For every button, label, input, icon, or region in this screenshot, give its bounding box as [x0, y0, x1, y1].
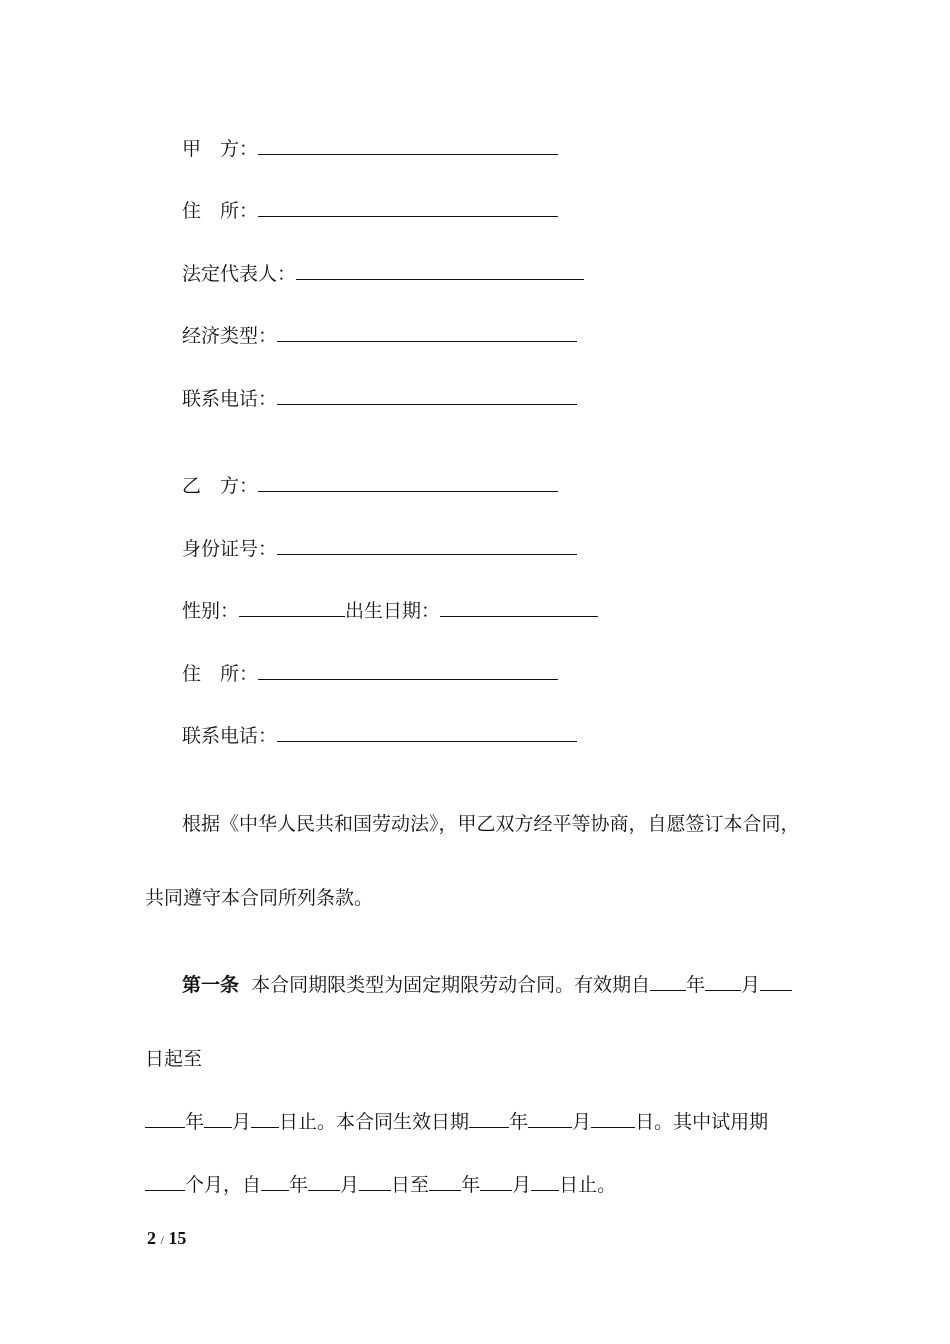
probation-text: 其中试用期 — [673, 1111, 769, 1133]
party-b-gender-label: 性别： — [182, 600, 240, 622]
party-a-legal-rep-label: 法定代表人： — [182, 263, 297, 285]
effective-date-text: 本合同生效日期 — [336, 1111, 470, 1133]
party-a-phone-label: 联系电话： — [182, 388, 278, 410]
party-b-name-label: 乙 方： — [182, 475, 259, 497]
party-a-legal-rep-line — [182, 261, 584, 287]
year-text: 年 — [686, 974, 706, 996]
party-a-econ-type-label: 经济类型： — [182, 325, 278, 347]
party-b-id-blank[interactable] — [277, 536, 577, 555]
party-a-econ-type-line — [182, 323, 577, 349]
article-1-text: 本合同期限类型为固定期限劳动合同。有效期自 — [251, 974, 651, 996]
day-from-text: 日起至 — [145, 1048, 203, 1070]
article-1-line-1 — [182, 972, 792, 998]
party-b-name-line — [182, 473, 558, 499]
day-end-text: 日止。 — [559, 1174, 617, 1196]
party-b-address-line — [182, 661, 558, 687]
party-b-birth-blank[interactable] — [440, 598, 598, 617]
year-text: 年 — [509, 1111, 529, 1133]
party-a-name-label: 甲 方： — [182, 138, 259, 160]
probation-end-day-blank[interactable] — [531, 1172, 559, 1191]
article-1-line-4 — [145, 1172, 616, 1198]
party-a-address-line — [182, 198, 558, 224]
month-text: 月 — [512, 1174, 532, 1196]
year-text: 年 — [461, 1174, 481, 1196]
page-separator: / — [160, 1233, 164, 1247]
party-b-phone-line — [182, 723, 577, 749]
party-a-name-line — [182, 136, 558, 162]
article-1-line-3 — [145, 1109, 768, 1135]
start-day-blank[interactable] — [760, 972, 792, 991]
month-text: 月 — [340, 1174, 360, 1196]
probation-end-year-blank[interactable] — [429, 1172, 461, 1191]
party-b-address-label: 住 所： — [182, 663, 259, 685]
party-a-econ-type-blank[interactable] — [277, 323, 577, 342]
probation-start-year-blank[interactable] — [261, 1172, 289, 1191]
party-a-phone-blank[interactable] — [277, 386, 577, 405]
effective-month-blank[interactable] — [528, 1109, 572, 1128]
party-b-phone-label: 联系电话： — [182, 725, 278, 747]
year-text: 年 — [185, 1111, 205, 1133]
day-text: 日。 — [635, 1111, 674, 1133]
party-a-name-blank[interactable] — [258, 136, 558, 155]
party-b-id-line — [182, 536, 577, 562]
party-b-gender-birth-line — [182, 598, 598, 624]
month-text: 月 — [572, 1111, 592, 1133]
party-a-legal-rep-blank[interactable] — [296, 261, 584, 280]
probation-start-month-blank[interactable] — [308, 1172, 340, 1191]
party-a-phone-line — [182, 386, 577, 412]
end-year-blank[interactable] — [145, 1109, 185, 1128]
effective-day-blank[interactable] — [591, 1109, 635, 1128]
effective-year-blank[interactable] — [469, 1109, 509, 1128]
day-to-text: 日至 — [391, 1174, 430, 1196]
intro-line-1: 根据《中华人民共和国劳动法》，甲乙双方经平等协商，自愿签订本合同， — [182, 813, 800, 835]
probation-start-day-blank[interactable] — [359, 1172, 391, 1191]
total-pages: 15 — [168, 1228, 187, 1248]
party-b-address-blank[interactable] — [258, 661, 558, 680]
probation-end-month-blank[interactable] — [480, 1172, 512, 1191]
current-page: 2 — [147, 1228, 156, 1248]
end-month-blank[interactable] — [204, 1109, 232, 1128]
start-month-blank[interactable] — [705, 972, 741, 991]
months-from-text: 个月，自 — [185, 1174, 262, 1196]
intro-line-2: 共同遵守本合同所列条款。 — [145, 887, 374, 909]
end-day-blank[interactable] — [251, 1109, 279, 1128]
party-b-name-blank[interactable] — [258, 473, 558, 492]
start-year-blank[interactable] — [650, 972, 686, 991]
article-1-line-2 — [145, 1046, 202, 1072]
page-number — [147, 1226, 186, 1252]
year-text: 年 — [289, 1174, 309, 1196]
article-1-heading: 第一条 — [182, 974, 240, 996]
party-b-phone-blank[interactable] — [277, 723, 577, 742]
probation-months-blank[interactable] — [145, 1172, 185, 1191]
month-text: 月 — [232, 1111, 252, 1133]
party-a-address-blank[interactable] — [258, 198, 558, 217]
party-b-id-label: 身份证号： — [182, 538, 278, 560]
party-a-address-label: 住 所： — [182, 200, 259, 222]
month-text: 月 — [741, 974, 761, 996]
party-b-gender-blank[interactable] — [239, 598, 345, 617]
party-b-birth-label: 出生日期： — [345, 600, 441, 622]
day-until-text: 日止。 — [279, 1111, 337, 1133]
